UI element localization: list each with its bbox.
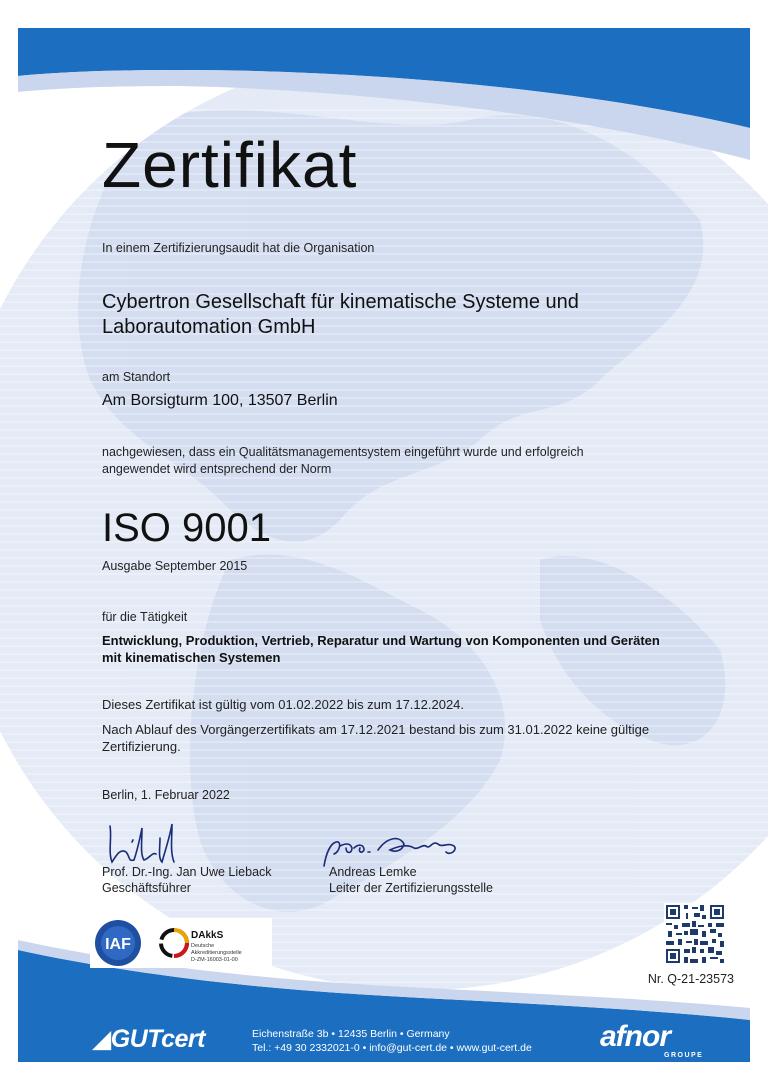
afnor-logo: afnor	[600, 1020, 670, 1053]
organization-line-1: Cybertron Gesellschaft für kinematische Systeme und	[102, 291, 579, 313]
scope-line-1: Entwicklung, Produktion, Vertrieb, Reparatur und Wartung von Komponenten und Geräten	[102, 633, 660, 648]
site-address: Am Borsigturm 100, 13507 Berlin	[102, 392, 338, 409]
iaf-logo-text: IAF	[105, 936, 131, 953]
footer-address	[252, 1027, 532, 1055]
validity-text: Dieses Zertifikat ist gültig vom 01.02.2022 bis zum 17.12.2024.	[102, 697, 465, 712]
signatory-1-role: Geschäftsführer	[102, 881, 191, 895]
signatory-1	[102, 864, 272, 896]
gutcert-logo-mark-icon: ◢	[92, 1025, 111, 1053]
statement-line-1: nachgewiesen, dass ein Qualitätsmanagementsystem eingeführt wurde und erfolgreich	[102, 445, 584, 459]
dakks-title: DAkkS	[191, 930, 224, 941]
standard-name: ISO 9001	[102, 506, 272, 550]
signatory-1-name: Prof. Dr.-Ing. Jan Uwe Lieback	[102, 865, 272, 879]
statement-text	[102, 444, 702, 478]
gutcert-logo	[92, 1024, 205, 1054]
previous-note	[102, 721, 742, 755]
signature-lieback	[102, 818, 202, 868]
scope-text	[102, 632, 742, 666]
afnor-logo-subtitle: GROUPE	[664, 1052, 704, 1059]
scope-line-2: mit kinematischen Systemen	[102, 650, 281, 665]
certificate-number: Nr. Q-21-23573	[647, 972, 734, 986]
previous-note-line-2: Zertifizierung.	[102, 739, 181, 754]
footer-contact-line[interactable]: Tel.: +49 30 2332021-0 • info@gut-cert.de • www.gut-cert.de	[252, 1042, 532, 1054]
organization-name	[102, 290, 702, 340]
previous-note-line-1: Nach Ablauf des Vorgängerzertifikats am 17.12.2021 bestand bis zum 31.01.2022 keine gültige	[102, 722, 650, 737]
signatory-2-role: Leiter der Zertifizierungsstelle	[329, 881, 493, 895]
accreditation-logos-graphic	[90, 918, 272, 968]
organization-line-2: Laborautomation GmbH	[102, 316, 316, 338]
accreditation-logos	[90, 918, 272, 968]
dakks-line-2: Akkreditierungsstelle	[191, 950, 242, 956]
intro-text: In einem Zertifizierungsaudit hat die Organisation	[102, 241, 375, 255]
scope-label: für die Tätigkeit	[102, 610, 188, 624]
signatory-2	[329, 864, 493, 896]
place-date: Berlin, 1. Februar 2022	[102, 788, 230, 802]
footer-address-line: Eichenstraße 3b • 12435 Berlin • Germany	[252, 1028, 450, 1040]
qr-code-graphic	[664, 903, 726, 965]
qr-code[interactable]	[664, 903, 726, 965]
standard-edition: Ausgabe September 2015	[102, 559, 248, 573]
dakks-line-1: Deutsche	[191, 943, 215, 949]
dakks-line-3: D-ZM-16003-01-00	[191, 957, 238, 963]
gutcert-logo-text: GUTcert	[110, 1025, 205, 1053]
statement-line-2: angewendet wird entsprechend der Norm	[102, 462, 332, 476]
site-label: am Standort	[102, 370, 171, 384]
certificate-title: Zertifikat	[102, 129, 358, 201]
signatory-2-name: Andreas Lemke	[329, 865, 417, 879]
